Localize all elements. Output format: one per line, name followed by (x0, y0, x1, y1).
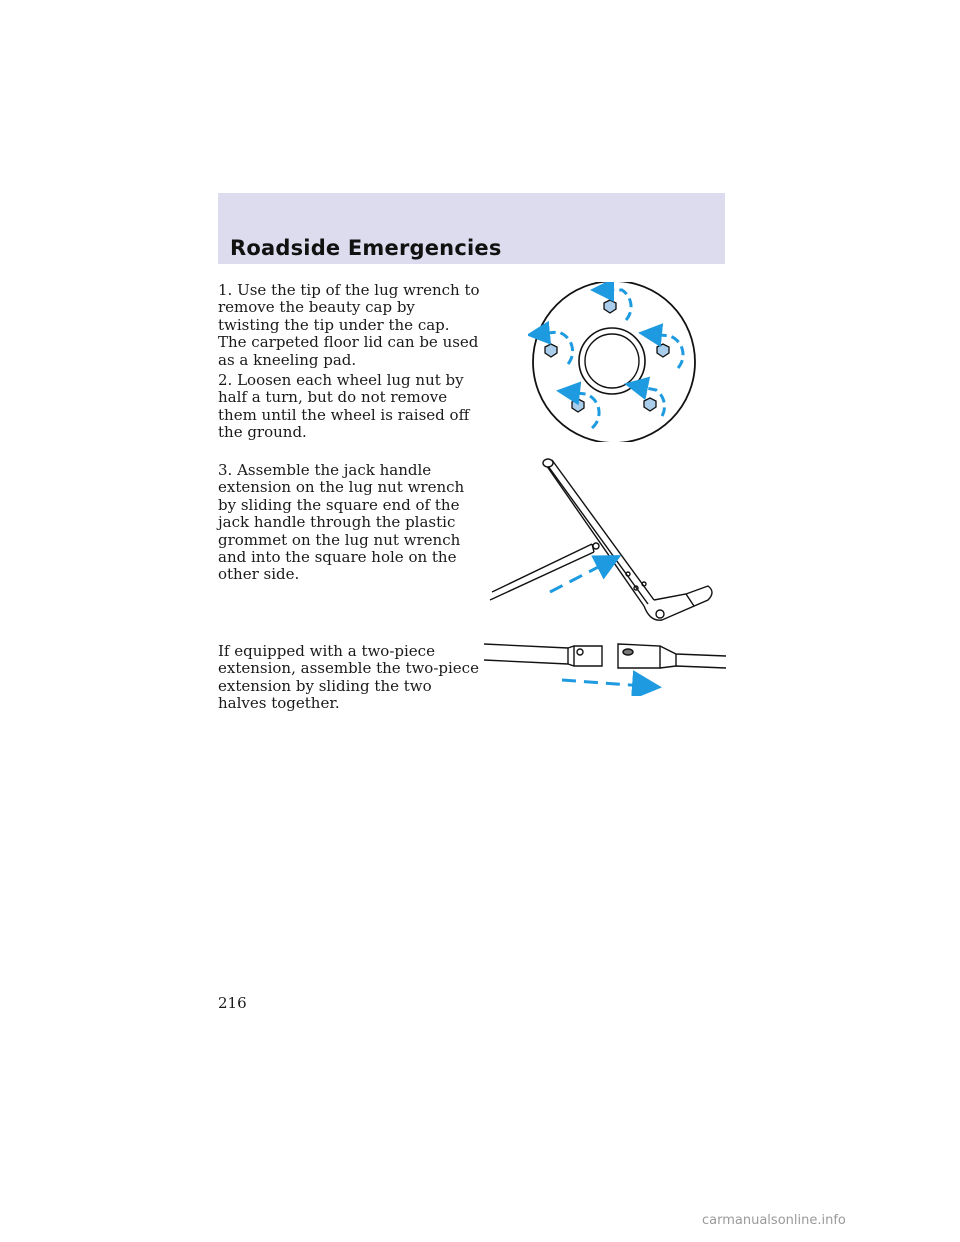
jack-handle-extension (490, 544, 594, 600)
assembly-direction-arrow (550, 562, 608, 592)
extension-half-right (618, 644, 726, 668)
lug-nut (545, 344, 557, 357)
instruction-step-2: 2. Loosen each wheel lug nut by half a turn, but do not remove them until the wheel is raised off the ground. (218, 371, 470, 442)
page-number: 216 (218, 994, 247, 1012)
hub-outer (579, 328, 645, 394)
section-title: Roadside Emergencies (230, 236, 502, 260)
lug-nut (644, 398, 656, 411)
lug-nut (604, 300, 616, 313)
lug-wrench-assembly-illustration (486, 454, 726, 634)
section-header-band (218, 193, 725, 264)
hub-inner (585, 334, 639, 388)
turn-arrow (568, 392, 599, 428)
watermark: carmanualsonline.info (702, 1213, 846, 1228)
lug-nut (572, 399, 584, 412)
instruction-step-3: 3. Assemble the jack handle extension on the lug nut wrench by sliding the square end of the jack handle through the plastic grommet on the lug nut wrench and into the square hole on the other side. (218, 461, 465, 584)
instruction-step-1: 1. Use the tip of the lug wrench to remove the beauty cap by twisting the tip under the cap. The carpeted floor lid can be used as a kneeling pad. (218, 281, 480, 369)
extension-half-left (484, 644, 602, 666)
wheel-lug-nut-illustration (528, 282, 700, 442)
two-piece-extension-illustration (480, 634, 728, 696)
instruction-two-piece-extension: If equipped with a two-piece extension, assemble the two-piece extension by sliding the two halves together. (218, 642, 479, 713)
lug-nut (657, 344, 669, 357)
assembly-direction-arrow (562, 680, 644, 686)
lug-wrench (543, 459, 712, 620)
